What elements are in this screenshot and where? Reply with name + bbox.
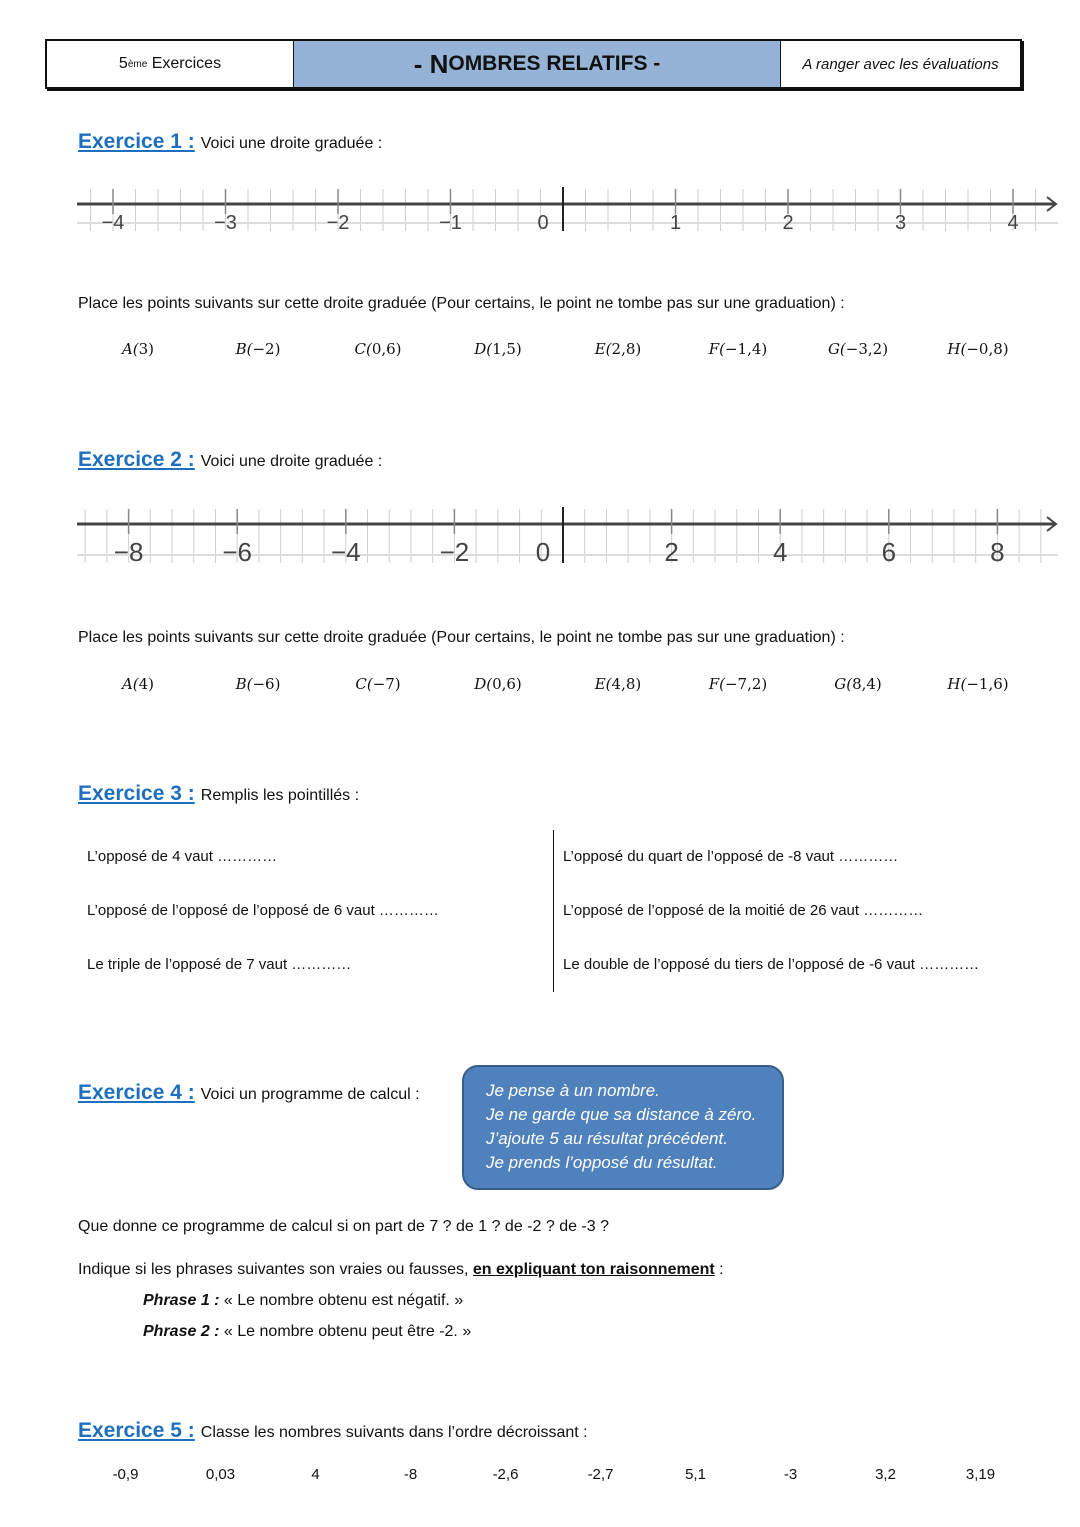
exercise-1-instruction: Place les points suivants sur cette droite graduée (Pour certains, le point ne tombe pas sur une graduation) : (78, 295, 845, 312)
point-coordinate: H(−0,8) (947, 340, 1009, 358)
exercise-title: Exercice 5 : (78, 1419, 195, 1442)
point-coordinate: B(−6) (235, 675, 281, 693)
tick-label: 2 (664, 537, 679, 567)
point-coordinate: A(3) (121, 340, 155, 358)
instruction-emphasis: en expliquant ton raisonnement (472, 1261, 715, 1278)
tick-label: 3 (894, 212, 907, 234)
title-first: - N (413, 48, 449, 79)
exercise-4-instruction (78, 1261, 724, 1279)
exercise-2-points (78, 675, 1038, 693)
number-item: 4 (311, 1466, 320, 1483)
fill-blank-item: Le double de l’opposé du tiers de l’opposé de -6 vaut ………… (563, 956, 980, 973)
fill-blank-item: Le triple de l’opposé de 7 vaut ………… (87, 956, 352, 973)
point-coordinate: B(−2) (235, 340, 281, 358)
point-coordinate: F(−1,4) (708, 340, 768, 358)
tick-label: 0 (537, 212, 549, 234)
phrase-text: « Le nombre obtenu peut être -2. » (219, 1323, 472, 1340)
phrase-2 (143, 1323, 471, 1341)
number-item: -8 (403, 1466, 418, 1483)
header (45, 39, 1022, 89)
exercise-5-heading (78, 1419, 588, 1443)
program-step: J’ajoute 5 au résultat précédent. (486, 1129, 728, 1148)
exercise-intro: Remplis les pointillés : (200, 787, 360, 804)
tick-label: 4 (772, 537, 788, 567)
exercise-2-heading (78, 448, 382, 472)
exercise-4-heading (78, 1081, 420, 1105)
left-column (87, 830, 439, 992)
point-coordinate: H(−1,6) (947, 675, 1009, 693)
phrase-label: Phrase 1 : (143, 1292, 220, 1309)
numbers-to-sort (78, 1466, 1028, 1483)
tick-label: −4 (330, 537, 361, 567)
number-line-1 (0, 185, 1080, 235)
exercise-3-table (78, 830, 1038, 992)
point-coordinate: C(0,6) (354, 340, 402, 358)
right-column (563, 830, 979, 992)
tick-label: 6 (881, 537, 897, 567)
exercise-1-points (78, 340, 1038, 358)
header-title (294, 41, 781, 87)
fill-blank-item: L’opposé de l’opposé de la moitié de 26 vaut ………… (563, 902, 924, 919)
tick-label: 8 (990, 537, 1005, 567)
tick-label: 2 (782, 212, 794, 234)
phrase-1 (143, 1292, 463, 1310)
header-note: A ranger avec les évaluations (802, 55, 999, 73)
tick-label: −3 (214, 212, 237, 234)
exercise-title: Exercice 1 : (78, 130, 195, 153)
exercise-title: Exercice 3 : (78, 782, 195, 805)
number-item: 3,2 (875, 1466, 896, 1483)
point-coordinate: D(0,6) (474, 675, 522, 693)
fill-blank-item: L’opposé de l’opposé de l’opposé de 6 vaut ………… (87, 902, 439, 919)
header-grade (47, 41, 294, 87)
program-step: Je ne garde que sa distance à zéro. (486, 1105, 757, 1124)
point-coordinate: F(−7,2) (708, 675, 768, 693)
tick-label: 1 (669, 212, 682, 234)
calculation-program-box (462, 1065, 784, 1190)
point-coordinate: E(4,8) (594, 675, 642, 693)
tick-label: −6 (222, 537, 253, 567)
number-item: -2,6 (492, 1466, 519, 1483)
exercise-1-heading (78, 130, 382, 154)
column-divider (553, 830, 554, 992)
tick-label: −4 (101, 212, 125, 234)
exercise-title: Exercice 2 : (78, 448, 195, 471)
number-item: -0,9 (112, 1466, 139, 1483)
number-item: 3,19 (965, 1466, 996, 1483)
point-coordinate: G(8,4) (834, 675, 882, 693)
point-coordinate: A(4) (121, 675, 155, 693)
title-rest: OMBRES RELATIFS - (448, 52, 661, 75)
program-step: Je prends l’opposé du résultat. (486, 1153, 718, 1172)
exercise-intro: Voici un programme de calcul : (200, 1086, 420, 1103)
fill-blank-item: L’opposé de 4 vaut ………… (87, 848, 278, 865)
instruction-text: Indique si les phrases suivantes son vraies ou fausses, (78, 1261, 473, 1278)
tick-label: −2 (326, 212, 350, 234)
number-item: 0,03 (205, 1466, 236, 1483)
number-line-2 (0, 505, 1080, 575)
number-item: -2,7 (587, 1466, 614, 1483)
tick-label: 4 (1007, 212, 1019, 234)
exercise-intro: Voici une droite graduée : (200, 453, 383, 470)
exercise-2-instruction: Place les points suivants sur cette droite graduée (Pour certains, le point ne tombe pas sur une graduation) : (78, 629, 845, 646)
fill-blank-item: L’opposé du quart de l’opposé de -8 vaut ………… (563, 848, 899, 865)
phrase-text: « Le nombre obtenu est négatif. » (219, 1292, 464, 1309)
exercise-4-question: Que donne ce programme de calcul si on part de 7 ? de 1 ? de -2 ? de -3 ? (78, 1218, 609, 1235)
tick-label: −8 (113, 537, 144, 567)
tick-label: −1 (439, 212, 462, 234)
point-coordinate: E(2,8) (594, 340, 642, 358)
tick-label: −2 (439, 537, 470, 567)
exercise-title: Exercice 4 : (78, 1081, 195, 1104)
grade: 5 (118, 55, 128, 72)
program-step: Je pense à un nombre. (486, 1081, 660, 1100)
point-coordinate: G(−3,2) (827, 340, 889, 358)
phrase-label: Phrase 2 : (143, 1323, 220, 1340)
grade-suffix: Exercices (151, 55, 222, 72)
grade-sup: ème (127, 58, 148, 70)
instruction-end: : (714, 1261, 724, 1278)
tick-label: 0 (535, 537, 551, 567)
number-item: -3 (783, 1466, 798, 1483)
point-coordinate: C(−7) (355, 675, 401, 693)
exercise-intro: Classe les nombres suivants dans l’ordre décroissant : (200, 1424, 588, 1441)
number-item: 5,1 (685, 1466, 706, 1483)
point-coordinate: D(1,5) (474, 340, 522, 358)
exercise-3-heading (78, 782, 359, 806)
exercise-intro: Voici une droite graduée : (200, 135, 383, 152)
